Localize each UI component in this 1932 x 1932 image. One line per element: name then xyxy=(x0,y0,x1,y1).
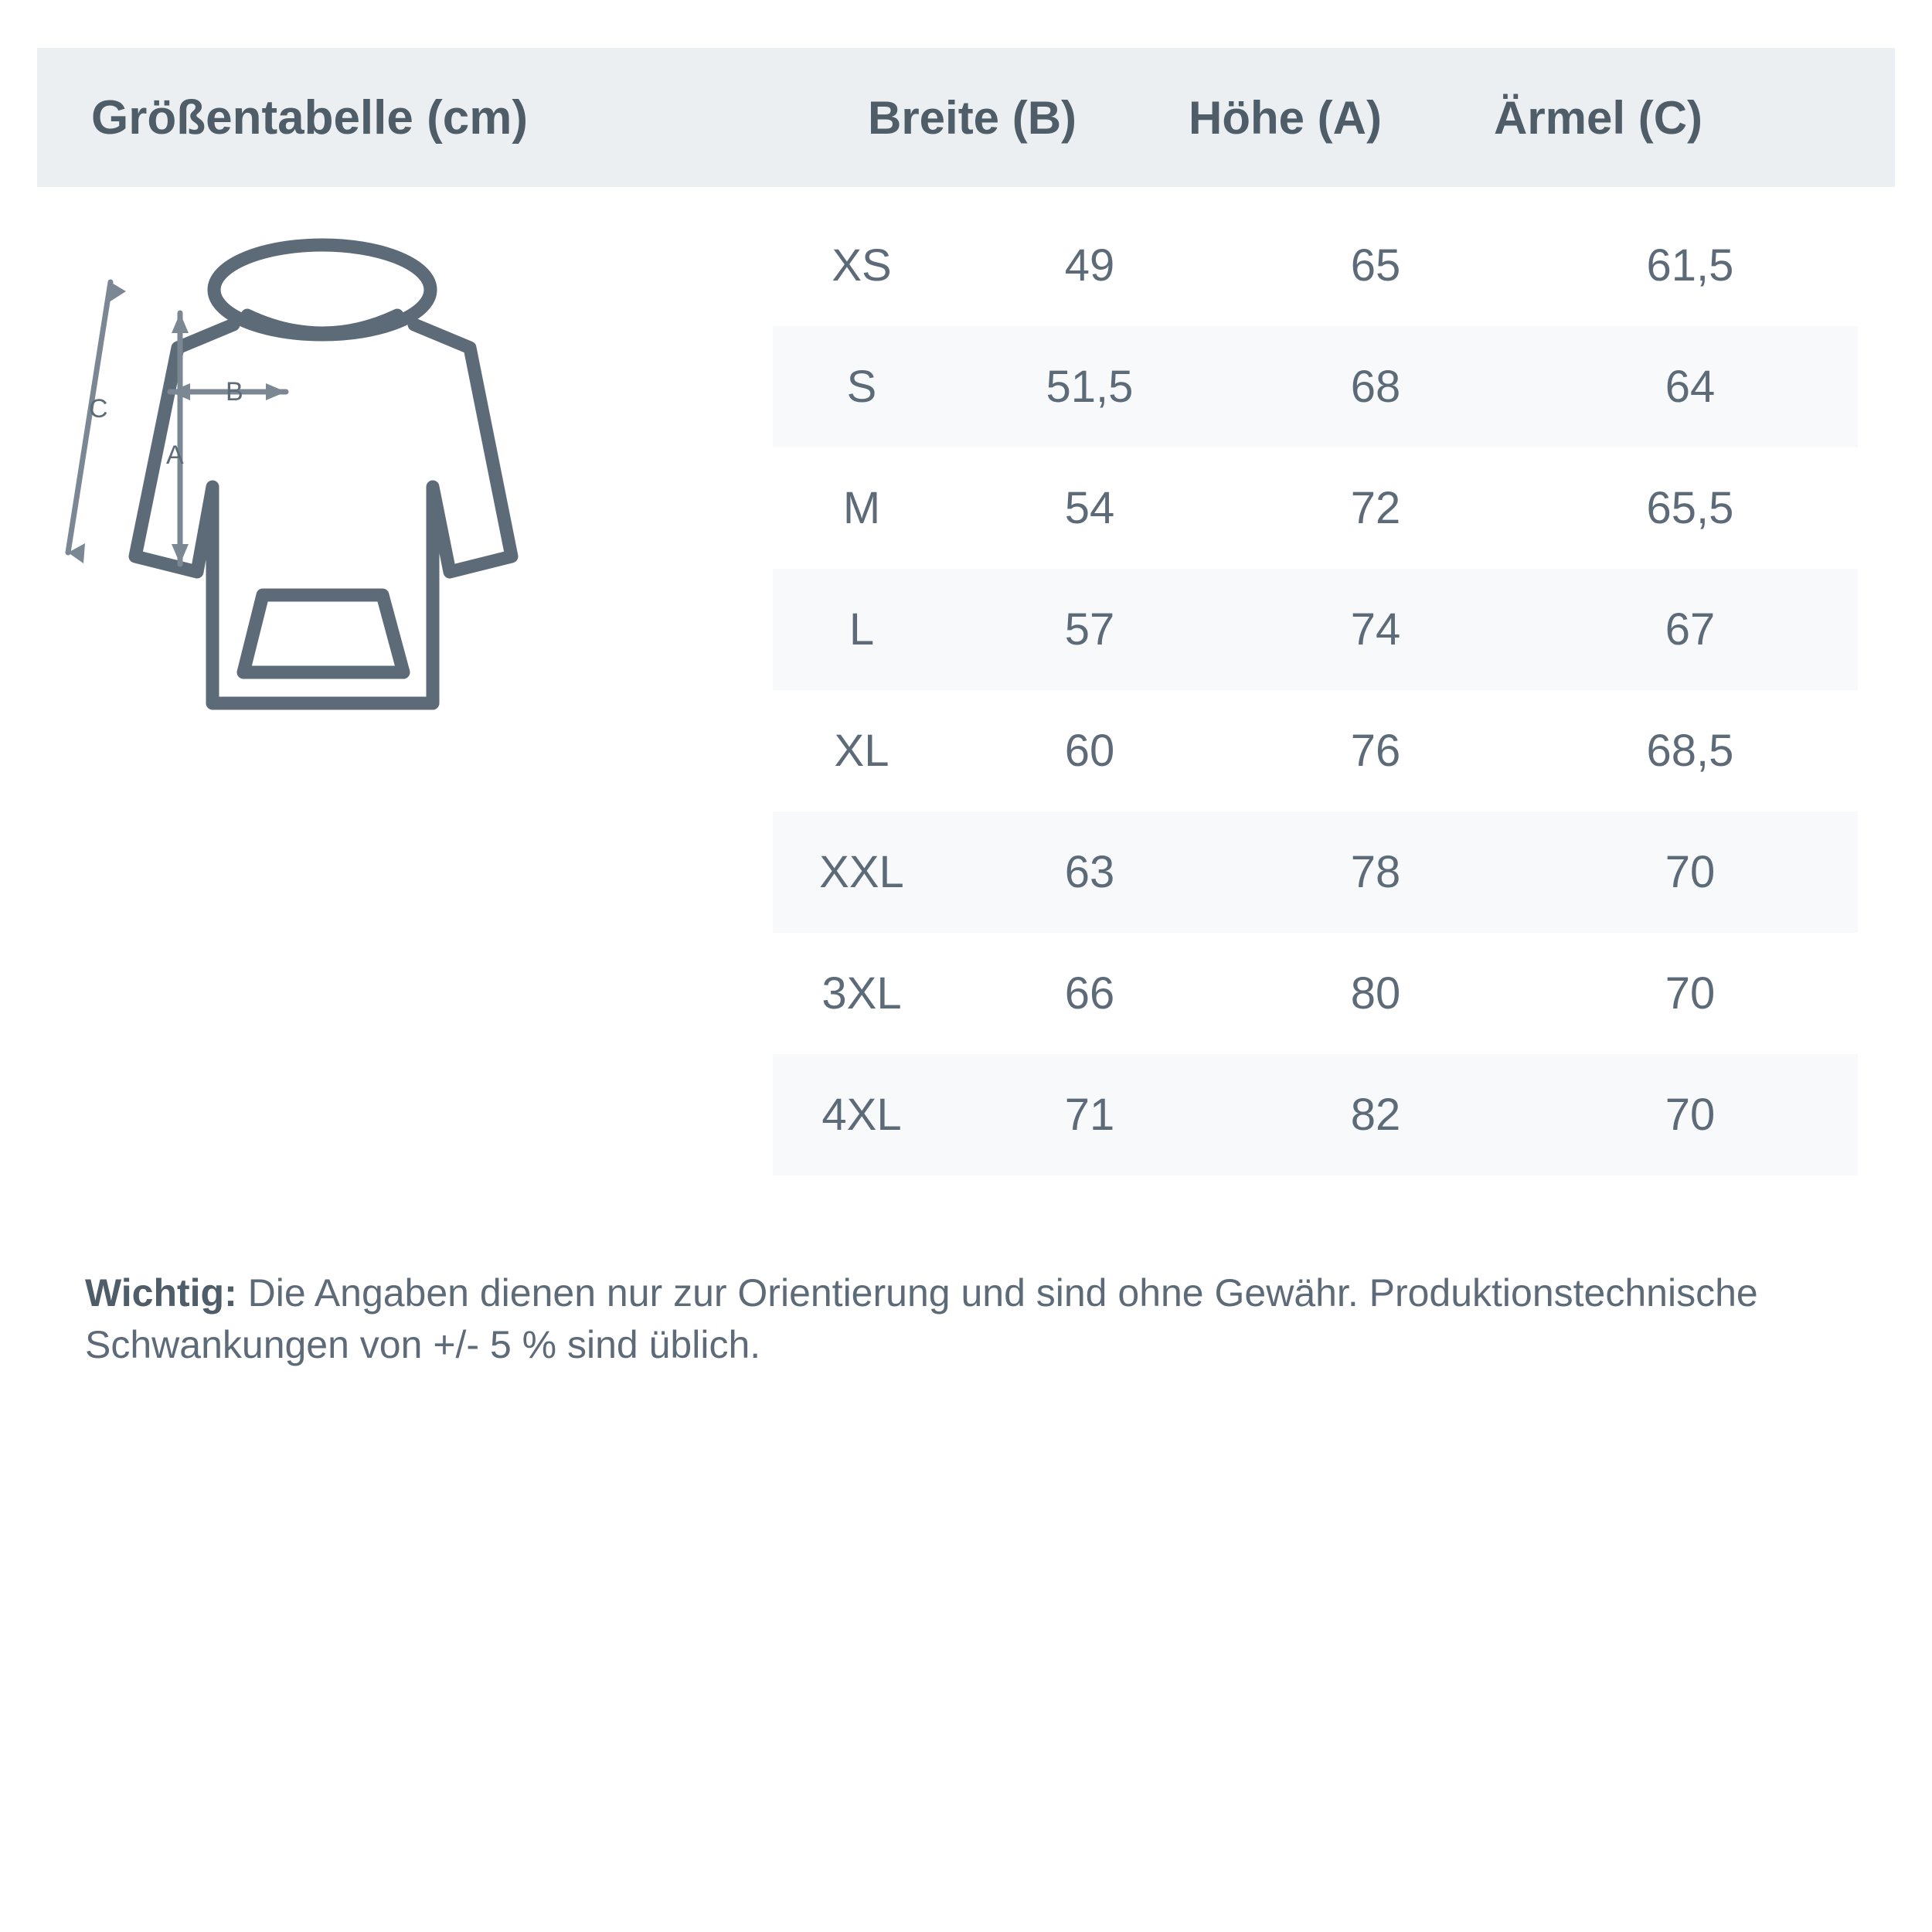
cell-height: 82 xyxy=(1229,1054,1522,1175)
hoodie-measurement-diagram xyxy=(54,232,765,819)
cell-sleeve: 65,5 xyxy=(1646,483,1734,533)
table-row xyxy=(773,690,1858,811)
cell-height: 80 xyxy=(1350,968,1401,1019)
cell-size: L xyxy=(773,569,951,690)
hoodie-icon xyxy=(54,232,765,819)
table-row xyxy=(773,447,1858,569)
cell-height: 78 xyxy=(1229,811,1522,933)
cell-width: 66 xyxy=(1064,968,1115,1019)
cell-height: 74 xyxy=(1229,569,1522,690)
cell-width: 71 xyxy=(951,1054,1229,1175)
cell-sleeve: 70 xyxy=(1522,1054,1858,1175)
cell-size: 4XL xyxy=(773,1054,951,1175)
cell-size: S xyxy=(773,326,951,447)
cell-size: 3XL xyxy=(821,968,902,1019)
cell-size: M xyxy=(842,483,881,533)
table-row xyxy=(773,1054,1858,1175)
column-header-width: Breite (B) xyxy=(867,91,1077,144)
footnote-text: Die Angaben dienen nur zur Orientierung und sind ohne Gewähr. Produktionstechnische Schwankungen von +/- 5 % sind üblich. xyxy=(85,1271,1758,1366)
cell-size: XXL xyxy=(773,811,951,933)
label-sleeve: C xyxy=(89,394,108,423)
cell-size: XL xyxy=(834,726,889,776)
cell-sleeve: 67 xyxy=(1522,569,1858,690)
table-row xyxy=(773,326,1858,447)
header-band xyxy=(37,48,1895,187)
column-header-sleeve: Ärmel (C) xyxy=(1493,91,1703,144)
label-height: A xyxy=(166,440,184,470)
size-table xyxy=(773,205,1858,1175)
cell-width: 60 xyxy=(1064,726,1115,776)
cell-height: 68 xyxy=(1229,326,1522,447)
cell-height: 65 xyxy=(1350,240,1401,291)
table-row xyxy=(773,205,1858,326)
cell-height: 76 xyxy=(1350,726,1401,776)
footnote xyxy=(85,1267,1862,1371)
table-row xyxy=(773,569,1858,690)
column-headers xyxy=(810,48,1895,187)
table-row xyxy=(773,933,1858,1054)
cell-sleeve: 64 xyxy=(1522,326,1858,447)
cell-width: 54 xyxy=(1064,483,1115,533)
table-row xyxy=(773,811,1858,933)
cell-width: 51,5 xyxy=(951,326,1229,447)
label-width: B xyxy=(226,377,243,406)
footnote-lead: Wichtig: xyxy=(85,1271,237,1315)
cell-sleeve: 70 xyxy=(1665,968,1716,1019)
cell-width: 57 xyxy=(951,569,1229,690)
cell-sleeve: 61,5 xyxy=(1646,240,1734,291)
cell-width: 63 xyxy=(951,811,1229,933)
column-header-height: Höhe (A) xyxy=(1189,91,1382,144)
cell-height: 72 xyxy=(1350,483,1401,533)
cell-size: XS xyxy=(832,240,892,291)
cell-sleeve: 68,5 xyxy=(1646,726,1734,776)
cell-width: 49 xyxy=(1064,240,1115,291)
cell-sleeve: 70 xyxy=(1522,811,1858,933)
page-title: Größentabelle (cm) xyxy=(91,90,528,145)
